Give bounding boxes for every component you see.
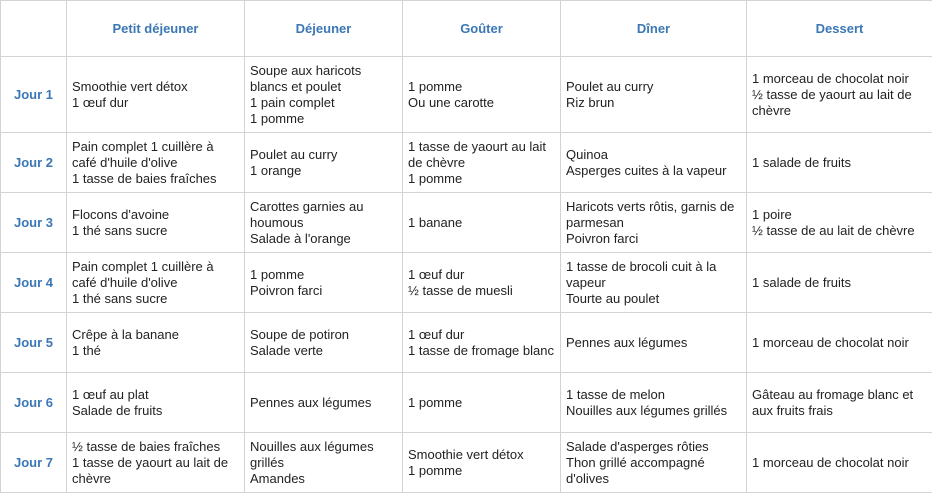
row-header-day: Jour 3 (1, 193, 67, 253)
row-header-day: Jour 7 (1, 433, 67, 493)
cell-dejeuner: 1 pomme Poivron farci (245, 253, 403, 313)
cell-diner: Pennes aux légumes (561, 313, 747, 373)
table-header (1, 1, 932, 57)
cell-gouter: 1 œuf dur 1 tasse de fromage blanc (403, 313, 561, 373)
cell-gouter: 1 tasse de yaourt au lait de chèvre 1 pomme (403, 133, 561, 193)
cell-dessert: 1 salade de fruits (747, 253, 932, 313)
cell-dejeuner: Soupe de potiron Salade verte (245, 313, 403, 373)
cell-dejeuner: Pennes aux légumes (245, 373, 403, 433)
column-header-gouter: Goûter (403, 1, 561, 57)
cell-gouter: 1 pomme Ou une carotte (403, 57, 561, 133)
header-corner-cell (1, 1, 67, 57)
cell-gouter: Smoothie vert détox 1 pomme (403, 433, 561, 493)
cell-dejeuner: Carottes garnies au houmous Salade à l'orange (245, 193, 403, 253)
cell-gouter: 1 banane (403, 193, 561, 253)
cell-gouter: 1 pomme (403, 373, 561, 433)
table-row (1, 253, 932, 313)
table-row (1, 433, 932, 493)
cell-dessert: Gâteau au fromage blanc et aux fruits frais (747, 373, 932, 433)
cell-diner: Haricots verts rôtis, garnis de parmesan Poivron farci (561, 193, 747, 253)
cell-diner: 1 tasse de melon Nouilles aux légumes grillés (561, 373, 747, 433)
table-row (1, 313, 932, 373)
header-row (1, 1, 932, 57)
cell-diner: Salade d'asperges rôties Thon grillé accompagné d'olives (561, 433, 747, 493)
row-header-day: Jour 2 (1, 133, 67, 193)
table-row (1, 193, 932, 253)
cell-petit-dejeuner: Smoothie vert détox 1 œuf dur (67, 57, 245, 133)
column-header-petit-dejeuner: Petit déjeuner (67, 1, 245, 57)
cell-dessert: 1 poire ½ tasse de au lait de chèvre (747, 193, 932, 253)
cell-diner: 1 tasse de brocoli cuit à la vapeur Tourte au poulet (561, 253, 747, 313)
row-header-day: Jour 5 (1, 313, 67, 373)
cell-petit-dejeuner: Pain complet 1 cuillère à café d'huile d'olive 1 thé sans sucre (67, 253, 245, 313)
cell-dessert: 1 morceau de chocolat noir (747, 433, 932, 493)
cell-dessert: 1 morceau de chocolat noir ½ tasse de yaourt au lait de chèvre (747, 57, 932, 133)
column-header-dessert: Dessert (747, 1, 932, 57)
row-header-day: Jour 1 (1, 57, 67, 133)
cell-dessert: 1 salade de fruits (747, 133, 932, 193)
cell-petit-dejeuner: ½ tasse de baies fraîches 1 tasse de yaourt au lait de chèvre (67, 433, 245, 493)
column-header-diner: Dîner (561, 1, 747, 57)
cell-diner: Quinoa Asperges cuites à la vapeur (561, 133, 747, 193)
row-header-day: Jour 4 (1, 253, 67, 313)
cell-petit-dejeuner: Crêpe à la banane 1 thé (67, 313, 245, 373)
cell-petit-dejeuner: Pain complet 1 cuillère à café d'huile d'olive 1 tasse de baies fraîches (67, 133, 245, 193)
cell-dejeuner: Nouilles aux légumes grillés Amandes (245, 433, 403, 493)
table-row (1, 133, 932, 193)
table-body (1, 57, 932, 493)
cell-diner: Poulet au curry Riz brun (561, 57, 747, 133)
cell-petit-dejeuner: Flocons d'avoine 1 thé sans sucre (67, 193, 245, 253)
cell-dessert: 1 morceau de chocolat noir (747, 313, 932, 373)
cell-dejeuner: Poulet au curry 1 orange (245, 133, 403, 193)
table-row (1, 373, 932, 433)
column-header-dejeuner: Déjeuner (245, 1, 403, 57)
table-row (1, 57, 932, 133)
row-header-day: Jour 6 (1, 373, 67, 433)
cell-gouter: 1 œuf dur ½ tasse de muesli (403, 253, 561, 313)
cell-petit-dejeuner: 1 œuf au plat Salade de fruits (67, 373, 245, 433)
cell-dejeuner: Soupe aux haricots blancs et poulet 1 pain complet 1 pomme (245, 57, 403, 133)
